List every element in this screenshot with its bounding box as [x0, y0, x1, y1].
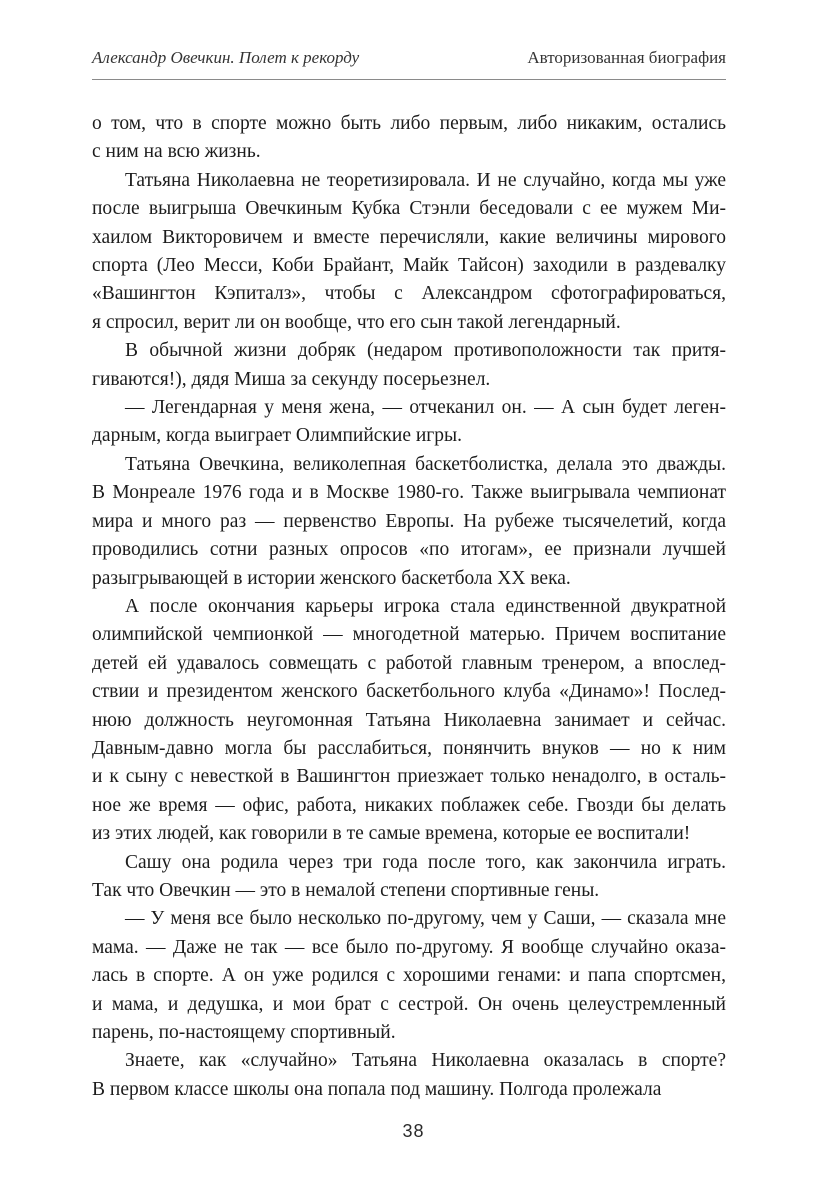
text-line: проводились сотни разных опросов «по итогам», ее признали лучшей — [92, 539, 726, 561]
paragraph — [92, 451, 726, 593]
text-line: «Вашингтон Кэпиталз», чтобы с Александром сфотографироваться, — [92, 283, 726, 305]
text-line: парень, по-настоящему спортивный. — [92, 1022, 396, 1043]
text-line: дарным, когда выиграет Олимпийские игры. — [92, 425, 463, 447]
text-line: — Легендарная у меня жена, — отчеканил он. — А сын будет леген- — [125, 397, 726, 419]
paragraph — [92, 110, 726, 167]
text-line: В первом классе школы она попала под машину. Полгода пролежала — [92, 1078, 662, 1100]
text-line: и мама, и дедушка, и мои брат с сестрой. Он очень целеустремленный — [92, 993, 726, 1015]
paragraph — [92, 167, 726, 337]
text-line: лась в спорте. А он уже родился с хорошими генами: и папа спортсмен, — [92, 965, 726, 987]
text-line: — У меня все было несколько по-другому, чем у Саши, — сказала мне — [125, 908, 726, 930]
text-line: хаилом Викторовичем и вместе перечисляли, какие величины мирового — [92, 226, 726, 248]
paragraph — [92, 905, 726, 1047]
text-line: и к сыну с невесткой в Вашингтон приезжает только ненадолго, в осталь- — [92, 766, 726, 788]
text-line: ствии и президентом женского баскетбольного клуба «Динамо»! Послед- — [92, 681, 726, 703]
text-line: ное же время — офис, работа, никаких поблажек себе. Гвозди бы делать — [92, 794, 726, 816]
text-line: Давным-давно могла бы расслабиться, понянчить внуков — но к ним — [92, 737, 726, 759]
paragraph — [92, 849, 726, 906]
text-line: гиваются!), дядя Миша за секунду посерьезнел. — [92, 368, 491, 390]
header-section-title: Авторизованная биография — [527, 48, 726, 67]
text-line: В обычной жизни добряк (недаром противоположности так притя- — [125, 340, 726, 362]
page-body — [92, 110, 726, 1104]
text-line: детей ей удавалось совмещать с работой главным тренером, а впослед- — [92, 652, 726, 674]
text-line: Так что Овечкин — это в немалой степени спортивные гены. — [92, 879, 600, 901]
text-line: Татьяна Овечкина, великолепная баскетболистка, делала это дважды. — [125, 453, 726, 475]
paragraph — [92, 593, 726, 849]
text-line: нюю должность неугомонная Татьяна Николаевна занимает и сейчас. — [92, 709, 726, 731]
text-line: разыгрывающей в истории женского баскетбола XX века. — [92, 567, 571, 589]
text-line: я спросил, верит ли он вообще, что его сын такой легендарный. — [92, 311, 621, 333]
text-line: Знаете, как «случайно» Татьяна Николаевна оказалась в спорте? — [125, 1050, 726, 1072]
text-line: олимпийской чемпионкой — многодетной матерью. Причем воспитание — [92, 624, 726, 646]
text-line: после выигрыша Овечкиным Кубка Стэнли беседовали с ее мужем Ми- — [92, 198, 726, 220]
text-line: с ним на всю жизнь. — [92, 141, 261, 163]
page-number: 38 — [402, 1121, 425, 1141]
text-line: мира и много раз — первенство Европы. На рубеже тысячелетий, когда — [92, 510, 726, 532]
paragraph — [92, 337, 726, 394]
running-header — [92, 48, 726, 80]
text-line: В Монреале 1976 года и в Москве 1980-го. Также выигрывала чемпионат — [92, 482, 726, 504]
text-line: Татьяна Николаевна не теоретизировала. И не случайно, когда мы уже — [125, 169, 726, 191]
text-line: Сашу она родила через три года после того, как закончила играть. — [125, 851, 726, 873]
paragraph — [92, 1047, 726, 1104]
text-line: А после окончания карьеры игрока стала единственной двукратной — [125, 595, 726, 617]
header-book-title: Александр Овечкин. Полет к рекорду — [92, 48, 360, 67]
text-line: из этих людей, как говорили в те самые времена, которые ее воспитали! — [92, 823, 691, 845]
text-line: мама. — Даже не так — все было по-другому. Я вообще случайно оказа- — [92, 936, 726, 958]
text-line: о том, что в спорте можно быть либо первым, либо никаким, остались — [92, 113, 726, 134]
text-line: спорта (Лео Месси, Коби Брайант, Майк Тайсон) заходили в раздевалку — [92, 255, 726, 277]
paragraph — [92, 394, 726, 451]
